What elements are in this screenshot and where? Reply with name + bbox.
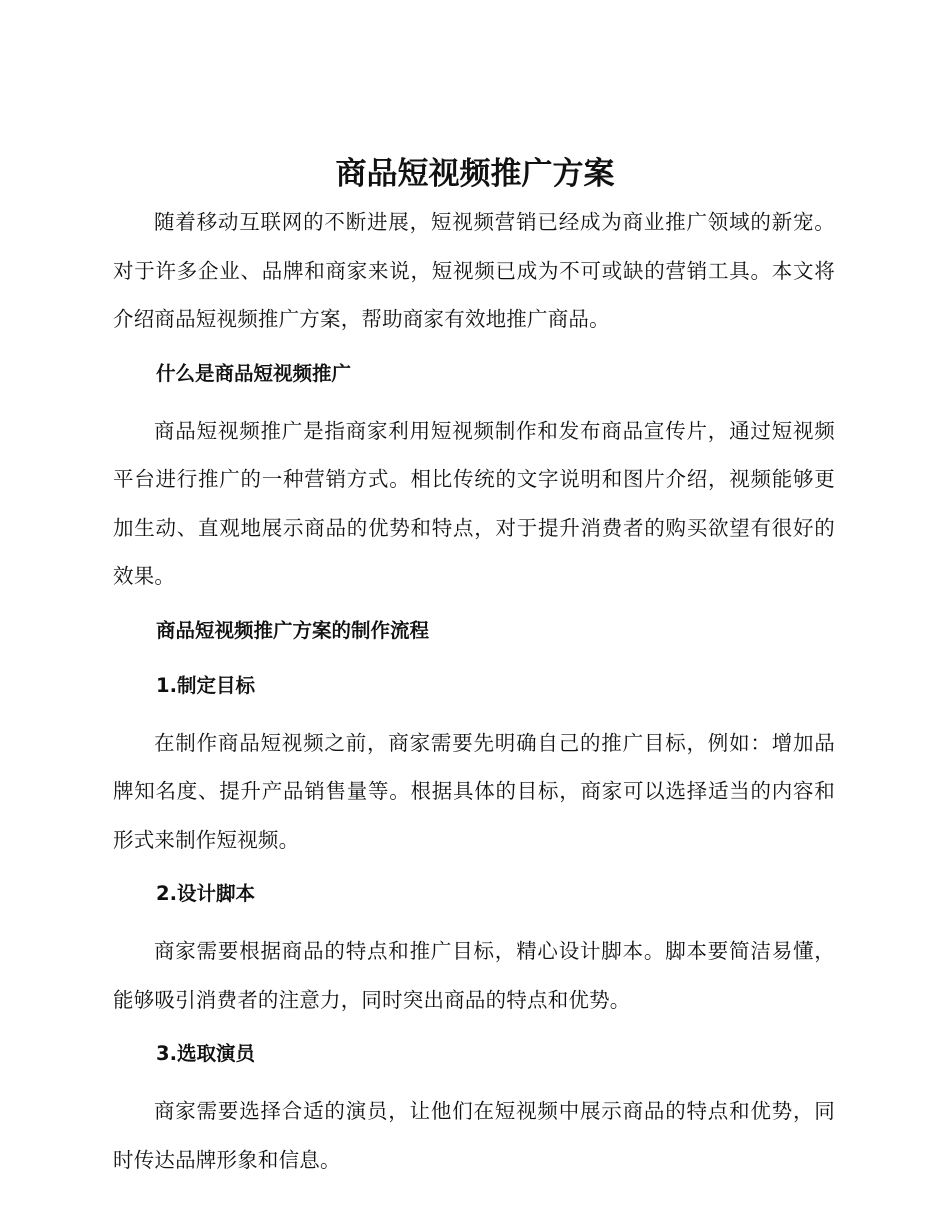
intro-paragraph: 随着移动互联网的不断进展，短视频营销已经成为商业推广领域的新宠。对于许多企业、品牌和商家来说，短视频已成为不可或缺的营销工具。本文将介绍商品短视频推广方案，帮助商家有效地推广商品。	[113, 210, 835, 331]
section-heading-set-goals: 1.制定目标	[156, 673, 255, 697]
section-heading-process: 商品短视频推广方案的制作流程	[156, 618, 430, 642]
document-body	[113, 198, 835, 1184]
section-heading-select-actors: 3.选取演员	[156, 1042, 255, 1065]
section-paragraph-select-actors: 商家需要选择合适的演员，让他们在短视频中展示商品的特点和优势，同时传达品牌形象和信息。	[113, 1099, 835, 1172]
section-paragraph-what-is: 商品短视频推广是指商家利用短视频制作和发布商品宣传片，通过短视频平台进行推广的一种营销方式。相比传统的文字说明和图片介绍，视频能够更加生动、直观地展示商品的优势和特点，对于提升消费者的购买欲望有很好的效果。	[113, 418, 835, 588]
document-title: 商品短视频推广方案	[335, 156, 615, 192]
section-paragraph-design-script: 商家需要根据商品的特点和推广目标，精心设计脚本。脚本要简洁易懂，能够吸引消费者的注意力，同时突出商品的特点和优势。	[113, 939, 835, 1012]
section-heading-what-is: 什么是商品短视频推广	[156, 361, 352, 385]
section-paragraph-set-goals: 在制作商品短视频之前，商家需要先明确自己的推广目标，例如：增加品牌知名度、提升产品销售量等。根据具体的目标，商家可以选择适当的内容和形式来制作短视频。	[113, 730, 835, 852]
section-heading-design-script: 2.设计脚本	[156, 882, 255, 905]
